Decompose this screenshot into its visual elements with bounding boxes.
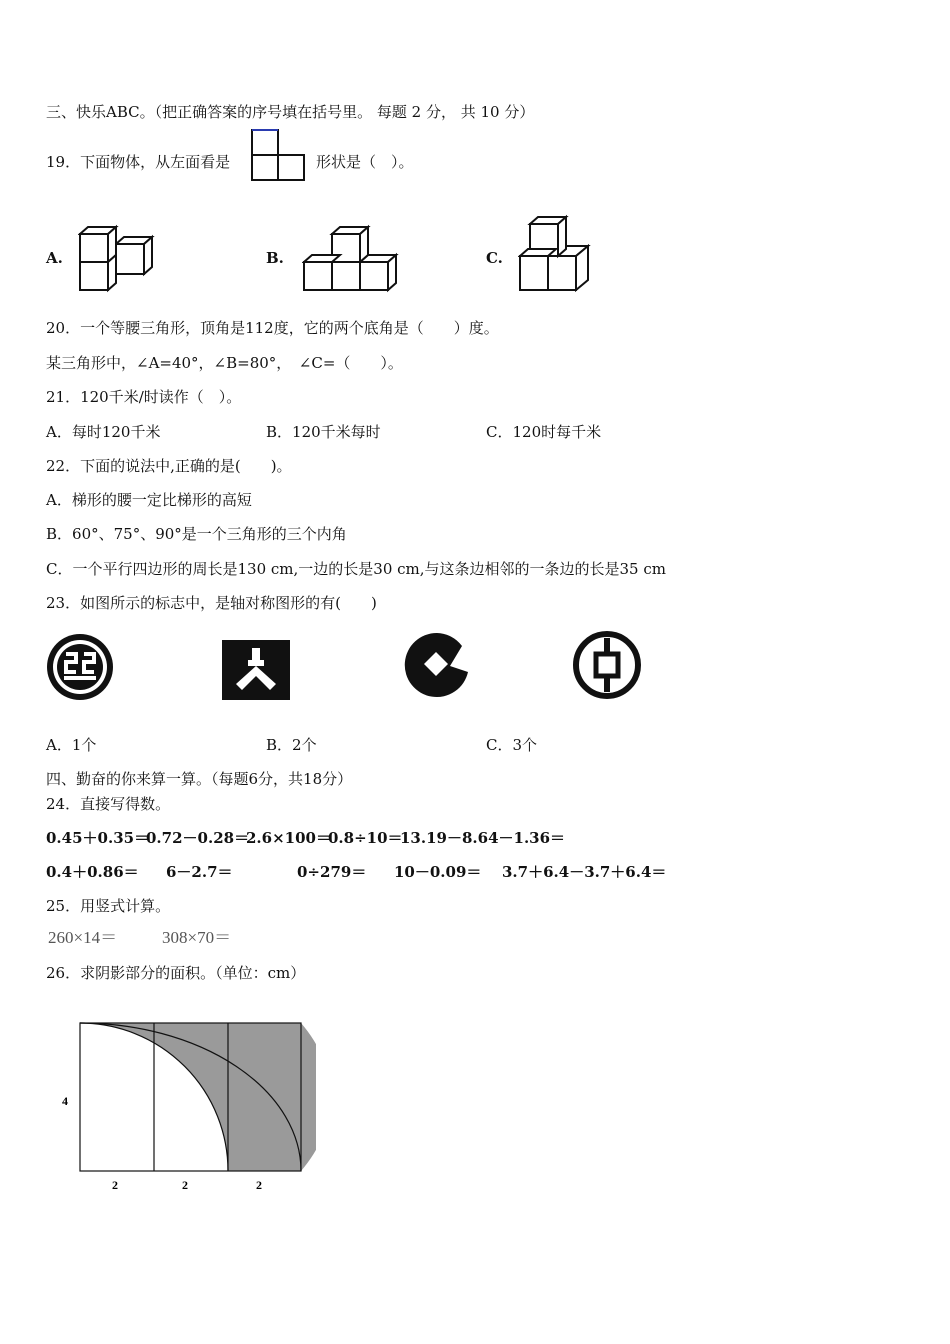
q23-option-c[interactable]: C．3个 [486, 736, 538, 754]
q21-option-a[interactable]: A．每时120千米 [46, 423, 161, 441]
q19-option-a-cubes [78, 222, 158, 294]
q25-item-1: 260×14＝ [48, 928, 118, 947]
q19-option-b-label[interactable]: B. [266, 249, 284, 267]
q24-stem: 24．直接写得数。 [46, 795, 171, 813]
q26-diagram [56, 1015, 316, 1200]
q21-stem: 21．120千米/时读作（ ）。 [46, 388, 242, 406]
q19-suffix: 形状是（ ）。 [316, 153, 414, 171]
q24-r1-c4: 0.8÷10＝ [328, 829, 403, 847]
q26-width-label-2: 2 [182, 1178, 188, 1192]
q26-height-label: 4 [62, 1094, 68, 1108]
q26-stem: 26．求阴影部分的面积。（单位：cm） [46, 964, 306, 982]
q22-stem: 22．下面的说法中,正确的是( )。 [46, 457, 292, 475]
q21-option-b[interactable]: B．120千米每时 [266, 423, 381, 441]
q23-logo-3 [402, 630, 472, 700]
q24-r1-c1: 0.45＋0.35＝ [46, 829, 150, 847]
q19-prefix: 19．下面物体，从左面看是 [46, 153, 231, 171]
q24-r1-c5: 13.19－8.64－1.36＝ [400, 829, 566, 847]
section4-heading: 四、勤奋的你来算一算。（每题6分，共18分） [46, 770, 353, 788]
q23-logo-2 [222, 640, 290, 700]
q19-option-a-label[interactable]: A. [46, 249, 63, 267]
q22-option-b[interactable]: B．60°、75°、90°是一个三角形的三个内角 [46, 525, 347, 543]
q19-stem [46, 152, 230, 172]
q24-r1-c3: 2.6×100＝ [246, 829, 331, 847]
q23-stem: 23．如图所示的标志中，是轴对称图形的有( ) [46, 594, 377, 612]
q24-r2-c1: 0.4＋0.86＝ [46, 863, 139, 881]
q19-option-b-cubes [302, 222, 402, 294]
q25-item-2: 308×70＝ [162, 928, 232, 947]
q19-left-view-figure [250, 128, 308, 184]
q23-option-a[interactable]: A．1个 [46, 736, 97, 754]
q26-width-label-1: 2 [112, 1178, 118, 1192]
q22-option-c[interactable]: C．一个平行四边形的周长是130 cm,一边的长是30 cm,与这条边相邻的一条边的长是35 cm [46, 560, 666, 578]
q21-option-c[interactable]: C．120时每千米 [486, 423, 602, 441]
q19-option-c-cubes [518, 212, 600, 294]
q24-r2-c3: 0÷279＝ [297, 863, 367, 881]
section3-heading: 三、快乐ABC。（把正确答案的序号填在括号里。 每题 2 分， 共 10 分） [46, 103, 535, 121]
q23-logo-4 [572, 630, 642, 700]
q23-option-b[interactable]: B．2个 [266, 736, 317, 754]
q25-stem: 25．用竖式计算。 [46, 897, 171, 915]
q23-logo-1 [44, 632, 116, 702]
q20-line1: 20．一个等腰三角形，顶角是112度，它的两个底角是（ ）度。 [46, 319, 499, 337]
q24-r2-c5: 3.7＋6.4－3.7＋6.4＝ [502, 863, 667, 881]
q24-r2-c4: 10－0.09＝ [394, 863, 482, 881]
q20-line2: 某三角形中，∠A=40°，∠B=80°， ∠C=（ ）。 [46, 354, 403, 372]
q26-width-label-3: 2 [256, 1178, 262, 1192]
q24-r1-c2: 0.72－0.28＝ [146, 829, 250, 847]
q19-option-c-label[interactable]: C. [486, 249, 503, 267]
q24-r2-c2: 6－2.7＝ [166, 863, 233, 881]
q22-option-a[interactable]: A．梯形的腰一定比梯形的高短 [46, 491, 252, 509]
